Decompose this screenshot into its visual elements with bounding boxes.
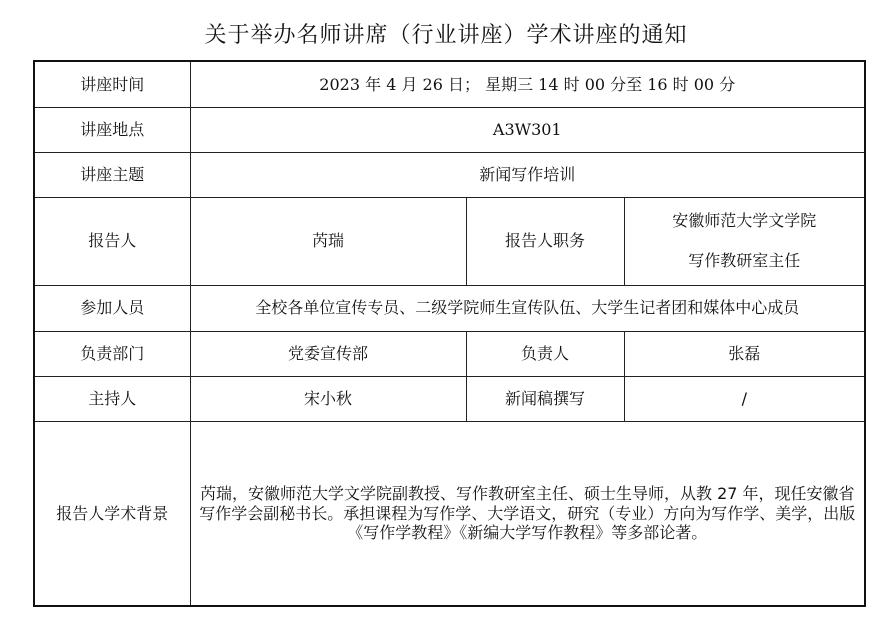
background-label: 报告人学术背景 — [34, 421, 190, 606]
topic-value: 新闻写作培训 — [190, 152, 865, 197]
department-value: 党委宣传部 — [190, 331, 466, 376]
speaker-position-value — [624, 197, 865, 285]
participants-label: 参加人员 — [34, 285, 190, 331]
row-host — [34, 376, 865, 421]
participants-value: 全校各单位宣传专员、二级学院师生宣传队伍、大学生记者团和媒体中心成员 — [190, 285, 865, 331]
host-label: 主持人 — [34, 376, 190, 421]
row-participants — [34, 285, 865, 331]
row-location — [34, 107, 865, 152]
speaker-position-label: 报告人职务 — [466, 197, 624, 285]
background-text: 芮瑞，安徽师范大学文学院副教授、写作教研室主任、硕士生导师，从教 27 年，现任安徽省写作学会副秘书长。承担课程为写作学、大学语文，研究（专业）方向为写作学、美学，出版《写作学教程》《新编大学写作教程》等多部论著。 — [190, 421, 865, 606]
row-time — [34, 61, 865, 107]
row-topic — [34, 152, 865, 197]
speaker-value: 芮瑞 — [190, 197, 466, 285]
location-label: 讲座地点 — [34, 107, 190, 152]
person-in-charge-value: 张磊 — [624, 331, 865, 376]
time-value: 2023 年 4 月 26 日； 星期三 14 时 00 分至 16 时 00 分 — [190, 61, 865, 107]
speaker-position-line2: 写作教研室主任 — [688, 251, 801, 270]
news-writer-value: / — [624, 376, 865, 421]
row-department — [34, 331, 865, 376]
notice-title: 关于举办名师讲席（行业讲座）学术讲座的通知 — [204, 23, 688, 48]
department-label: 负责部门 — [34, 331, 190, 376]
news-writer-label: 新闻稿撰写 — [466, 376, 624, 421]
person-in-charge-label: 负责人 — [466, 331, 624, 376]
location-value: A3W301 — [190, 107, 865, 152]
row-speaker — [34, 197, 865, 285]
lecture-info-table — [33, 60, 866, 607]
time-label: 讲座时间 — [34, 61, 190, 107]
host-value: 宋小秋 — [190, 376, 466, 421]
topic-label: 讲座主题 — [34, 152, 190, 197]
row-background — [34, 421, 865, 606]
speaker-position-line1: 安徽师范大学文学院 — [672, 211, 817, 230]
speaker-label: 报告人 — [34, 197, 190, 285]
